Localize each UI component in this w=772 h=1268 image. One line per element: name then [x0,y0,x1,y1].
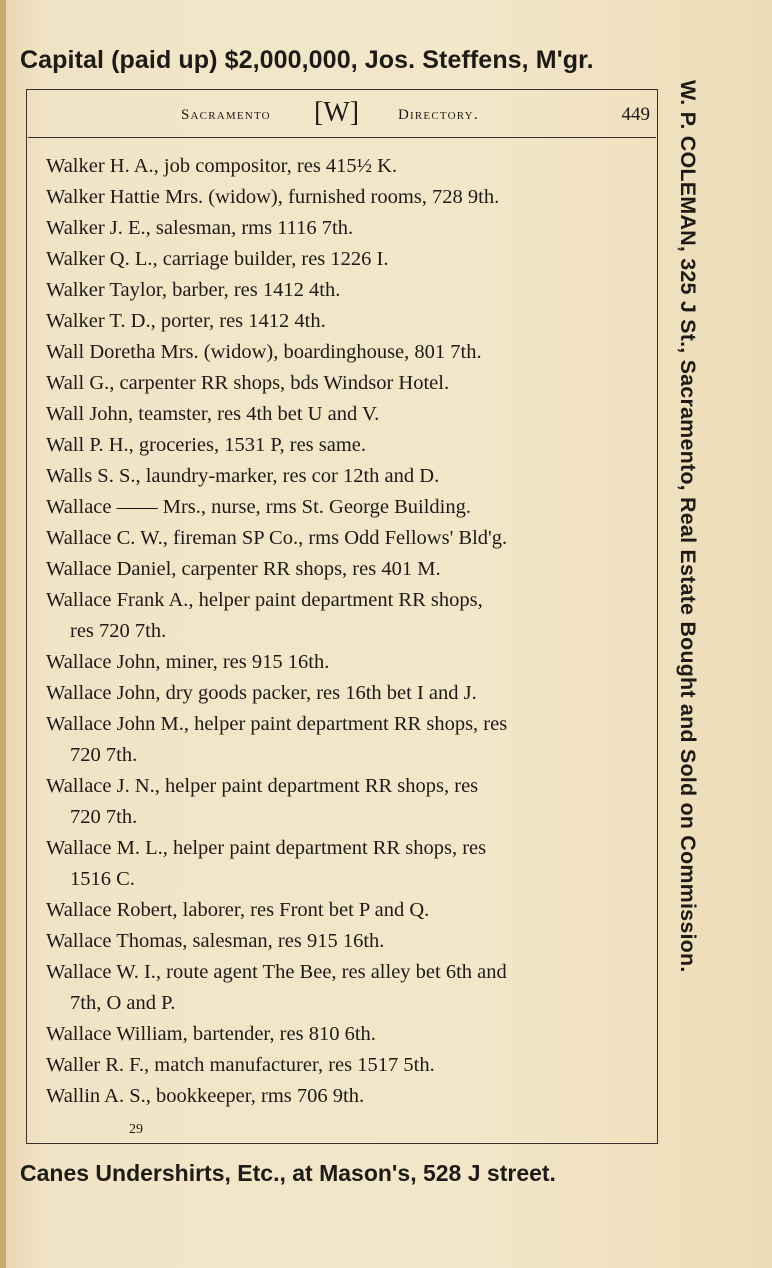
running-head-title: Directory. [398,107,479,123]
entry-line: Walker Q. L., carriage builder, res 1226 I. [46,248,389,270]
directory-entry [46,461,654,492]
top-advertisement: Capital (paid up) $2,000,000, Jos. Steffens, M'gr. [20,46,594,74]
entry-line: Wallace W. I., route agent The Bee, res alley bet 6th and [46,961,507,983]
running-head-city: Sacramento [181,107,271,123]
entry-line: Walker J. E., salesman, rms 1116 7th. [46,217,354,239]
entry-line: Wall Doretha Mrs. (widow), boardinghouse, 801 7th. [46,341,482,363]
frame-rule-bottom [26,1143,658,1144]
entry-continuation: 1516 C. [70,868,135,890]
directory-entry [46,244,654,275]
page-edge [0,0,6,1268]
directory-entry [46,368,654,399]
signature-mark: 29 [129,1122,143,1137]
directory-entry [46,306,654,337]
directory-entry [46,957,654,1019]
directory-entry [46,213,654,244]
directory-entry [46,492,654,523]
directory-entry [46,523,654,554]
entry-continuation: res 720 7th. [70,620,167,642]
directory-entry [46,647,654,678]
entry-line: Wallace —— Mrs., nurse, rms St. George Building. [46,496,471,518]
entry-line: Wallace John M., helper paint department RR shops, res [46,713,508,735]
entry-line: Wallace C. W., fireman SP Co., rms Odd Fellows' Bld'g. [46,527,508,549]
directory-entry [46,1081,654,1112]
header-rule [28,137,656,138]
entry-line: Wallace Robert, laborer, res Front bet P and Q. [46,899,430,921]
entry-line: Wallace Frank A., helper paint department RR shops, [46,589,483,611]
entry-line: Wallace Daniel, carpenter RR shops, res 401 M. [46,558,441,580]
entry-line: Wall John, teamster, res 4th bet U and V. [46,403,380,425]
running-head [28,97,656,133]
directory-entry [46,430,654,461]
frame-rule-left [26,89,27,1143]
entry-line: Wallace John, miner, res 915 16th. [46,651,330,673]
directory-entry [46,833,654,895]
entry-continuation: 7th, O and P. [70,992,176,1014]
entry-line: Walker Taylor, barber, res 1412 4th. [46,279,341,301]
entry-line: Walker Hattie Mrs. (widow), furnished rooms, 728 9th. [46,186,500,208]
entry-line: Wallace William, bartender, res 810 6th. [46,1023,376,1045]
entry-line: Wallace J. N., helper paint department RR shops, res [46,775,479,797]
entry-line: Waller R. F., match manufacturer, res 1517 5th. [46,1054,435,1076]
side-advertisement-text: W. P. COLEMAN, 325 J St., Sacramento, Real Estate Bought and Sold on Commission. [676,80,700,973]
directory-entry [46,1050,654,1081]
directory-entry [46,585,654,647]
entry-line: Walls S. S., laundry-marker, res cor 12th and D. [46,465,440,487]
directory-entry [46,554,654,585]
running-head-letter: [W] [314,97,360,128]
directory-entry [46,678,654,709]
entry-line: Wallace M. L., helper paint department RR shops, res [46,837,487,859]
entry-line: Walker T. D., porter, res 1412 4th. [46,310,326,332]
frame-rule-right [657,89,658,1143]
directory-entries [46,151,654,1112]
entry-continuation: 720 7th. [70,744,138,766]
entry-line: Walker H. A., job compositor, res 415½ K. [46,155,398,177]
bottom-advertisement: Canes Undershirts, Etc., at Mason's, 528 J street. [20,1160,556,1186]
entry-line: Wallace John, dry goods packer, res 16th bet I and J. [46,682,477,704]
page-number: 449 [621,104,650,125]
entry-line: Wallace Thomas, salesman, res 915 16th. [46,930,385,952]
entry-line: Wall G., carpenter RR shops, bds Windsor Hotel. [46,372,450,394]
directory-entry [46,399,654,430]
directory-entry [46,771,654,833]
directory-entry [46,275,654,306]
entry-line: Wallin A. S., bookkeeper, rms 706 9th. [46,1085,365,1107]
directory-entry [46,895,654,926]
directory-entry [46,337,654,368]
frame-rule-top [26,89,658,90]
directory-entry [46,709,654,771]
directory-entry [46,926,654,957]
directory-entry [46,182,654,213]
entry-line: Wall P. H., groceries, 1531 P, res same. [46,434,367,456]
directory-entry [46,1019,654,1050]
directory-entry [46,151,654,182]
entry-continuation: 720 7th. [70,806,138,828]
